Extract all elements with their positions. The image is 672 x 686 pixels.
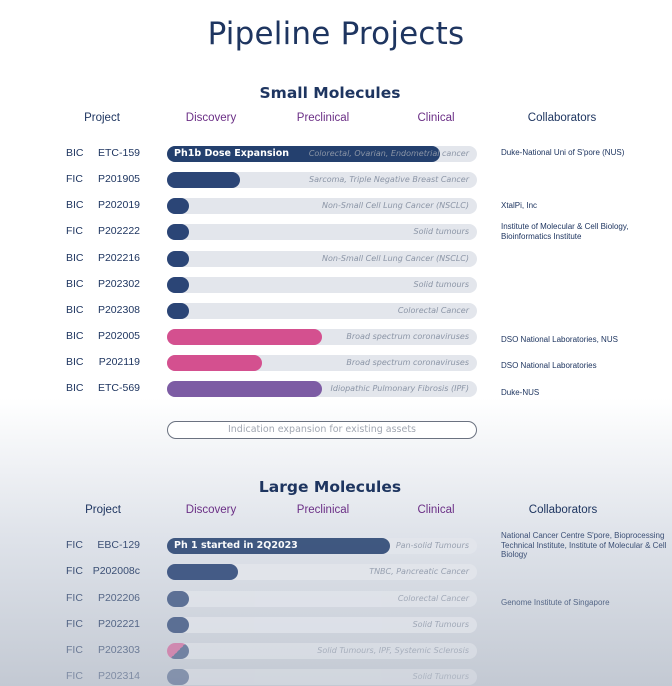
indication-expansion-box: Indication expansion for existing assets	[167, 421, 477, 439]
project-type: BIC	[66, 356, 84, 368]
clinical-header-large: Clinical	[417, 504, 455, 516]
indication-label: Solid Tumours	[412, 620, 469, 629]
project-code: EBC-129	[97, 539, 140, 551]
project-type: FIC	[66, 618, 83, 630]
project-code: P202221	[97, 618, 140, 630]
stage-label: Ph 1 started in 2Q2023	[174, 540, 298, 551]
progress-track	[167, 591, 477, 607]
project-type: BIC	[66, 304, 84, 316]
project-type: FIC	[66, 173, 83, 185]
progress-track	[167, 538, 477, 554]
progress-bar	[167, 355, 262, 371]
project-type: FIC	[66, 670, 83, 682]
project-type: BIC	[66, 278, 84, 290]
progress-track	[167, 303, 477, 319]
indication-label: Non-Small Cell Lung Cancer (NSCLC)	[322, 254, 469, 263]
indication-label: TNBC, Pancreatic Cancer	[369, 567, 469, 576]
indication-label: Pan-solid Tumours	[395, 541, 469, 550]
project-code: P202019	[97, 199, 140, 211]
project-header-large: Project	[85, 504, 121, 516]
collaborator-text: Institute of Molecular & Cell Biology, Bioinformatics Institute	[501, 222, 629, 241]
indication-label: Colorectal Cancer	[397, 306, 469, 315]
indication-label: Idiopathic Pulmonary Fibrosis (IPF)	[330, 384, 469, 393]
indication-label: Broad spectrum coronaviruses	[346, 332, 469, 341]
progress-track	[167, 224, 477, 240]
project-code: P202216	[97, 252, 140, 264]
indication-label: Solid tumours	[413, 227, 469, 236]
progress-bar	[167, 643, 189, 659]
project-type: BIC	[66, 330, 84, 342]
project-code: ETC-569	[97, 382, 140, 394]
project-type: BIC	[66, 382, 84, 394]
collaborator-text: DSO National Laboratories	[501, 361, 597, 370]
collaborator-text: XtalPi, Inc	[501, 201, 538, 210]
preclinical-header-large: Preclinical	[296, 504, 350, 516]
indication-label: Broad spectrum coronaviruses	[346, 358, 469, 367]
project-header: Project	[84, 112, 120, 124]
discovery-header: Discovery	[185, 112, 237, 124]
progress-track	[167, 381, 477, 397]
page-title: Pipeline Projects	[207, 16, 465, 52]
project-type: FIC	[66, 592, 83, 604]
collaborators-header: Collaborators	[527, 112, 597, 124]
project-code: P202119	[98, 356, 140, 368]
project-type: BIC	[66, 252, 84, 264]
small-molecules-title: Small Molecules	[259, 84, 401, 102]
progress-track	[167, 669, 477, 685]
progress-bar	[167, 277, 189, 293]
indication-label: Colorectal Cancer	[397, 594, 469, 603]
large-molecules-title: Large Molecules	[258, 478, 402, 496]
project-type: FIC	[66, 539, 83, 551]
discovery-header-large: Discovery	[185, 504, 237, 516]
progress-bar	[167, 564, 238, 580]
collaborator-text: Genome Institute of Singapore	[501, 598, 610, 607]
project-code: P202302	[97, 278, 140, 290]
project-type: BIC	[66, 147, 84, 159]
progress-track	[167, 329, 477, 345]
progress-bar	[167, 198, 189, 214]
progress-track	[167, 277, 477, 293]
indication-label: Solid Tumours, IPF, Systemic Sclerosis	[317, 646, 469, 655]
progress-bar	[167, 617, 189, 633]
project-type: FIC	[66, 225, 83, 237]
progress-bar	[167, 303, 189, 319]
project-code: P201905	[97, 173, 140, 185]
progress-bar	[167, 224, 189, 240]
collaborator-text: National Cancer Centre S'pore, Bioprocessing Technical Institute, Institute of Molecular & Cell Biology	[501, 531, 667, 559]
collaborator-text: Duke-NUS	[501, 388, 540, 397]
collaborator-text: Duke-National Uni of S'pore (NUS)	[501, 148, 625, 157]
progress-bar	[167, 329, 322, 345]
indication-label: Colorectal, Ovarian, Endometrial cancer	[308, 149, 469, 158]
indication-label: Solid Tumours	[412, 672, 469, 681]
progress-track	[167, 251, 477, 267]
progress-bar	[167, 591, 189, 607]
project-code: P202308	[97, 304, 140, 316]
progress-bar	[167, 251, 189, 267]
indication-label: Non-Small Cell Lung Cancer (NSCLC)	[322, 201, 469, 210]
indication-label: Solid tumours	[413, 280, 469, 289]
progress-bar	[167, 381, 322, 397]
progress-track	[167, 617, 477, 633]
project-code: P202005	[97, 330, 140, 342]
progress-track	[167, 355, 477, 371]
project-code: P202222	[97, 225, 140, 237]
project-type: FIC	[66, 565, 83, 577]
progress-track	[167, 172, 477, 188]
progress-track	[167, 198, 477, 214]
project-code: ETC-159	[97, 147, 140, 159]
collaborator-text: DSO National Laboratories, NUS	[501, 335, 618, 344]
project-code: P202008c	[92, 565, 140, 577]
project-code: P202206	[97, 592, 140, 604]
progress-track	[167, 146, 477, 162]
project-code: P202314	[97, 670, 140, 682]
progress-track	[167, 564, 477, 580]
project-type: FIC	[66, 644, 83, 656]
project-code: P202303	[97, 644, 140, 656]
progress-bar	[167, 669, 189, 685]
progress-track	[167, 643, 477, 659]
clinical-header: Clinical	[417, 112, 455, 124]
collaborators-header-large: Collaborators	[528, 504, 598, 516]
stage-label: Ph1b Dose Expansion	[174, 148, 290, 159]
indication-label: Sarcoma, Triple Negative Breast Cancer	[309, 175, 469, 184]
preclinical-header: Preclinical	[296, 112, 350, 124]
project-type: BIC	[66, 199, 84, 211]
progress-bar	[167, 172, 240, 188]
